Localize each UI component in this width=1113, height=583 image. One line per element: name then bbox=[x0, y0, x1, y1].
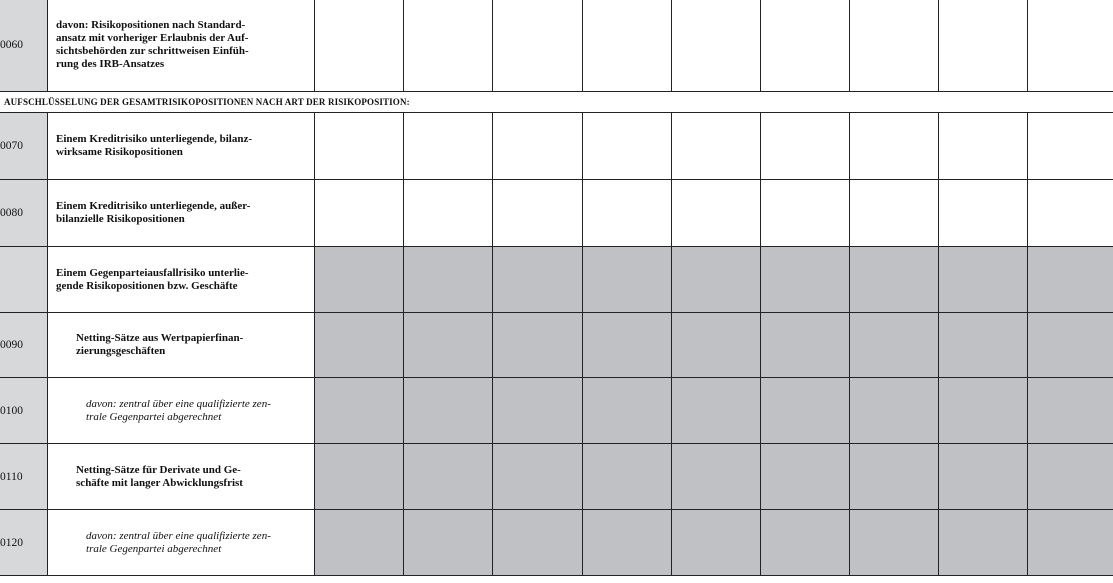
row-label bbox=[48, 510, 315, 576]
greyed-cell bbox=[404, 510, 493, 576]
greyed-cell bbox=[849, 313, 938, 378]
input-cell[interactable] bbox=[493, 113, 582, 180]
greyed-cell bbox=[760, 444, 849, 510]
label-line: gende Risikopositionen bzw. Geschäfte bbox=[56, 279, 238, 292]
section-header-row bbox=[0, 92, 1113, 113]
table-row bbox=[0, 247, 1113, 313]
input-cell[interactable] bbox=[1027, 0, 1113, 92]
greyed-cell bbox=[315, 247, 404, 313]
input-cell[interactable] bbox=[404, 0, 493, 92]
input-cell[interactable] bbox=[671, 180, 760, 247]
greyed-cell bbox=[582, 378, 671, 444]
greyed-cell bbox=[760, 313, 849, 378]
greyed-cell bbox=[671, 247, 760, 313]
greyed-cell bbox=[1027, 510, 1113, 576]
row-code: 0110 bbox=[0, 444, 48, 510]
row-code: 0120 bbox=[0, 510, 48, 576]
greyed-cell bbox=[1027, 247, 1113, 313]
label-line: davon: zentral über eine qualifizierte zen- bbox=[86, 397, 271, 410]
greyed-cell bbox=[404, 378, 493, 444]
input-cell[interactable] bbox=[760, 0, 849, 92]
input-cell[interactable] bbox=[760, 180, 849, 247]
greyed-cell bbox=[671, 444, 760, 510]
label-line: ansatz mit vorheriger Erlaubnis der Auf- bbox=[56, 32, 249, 45]
greyed-cell bbox=[493, 378, 582, 444]
label-line: trale Gegenpartei abgerechnet bbox=[86, 542, 222, 555]
label-line: zierungsgeschäften bbox=[76, 345, 166, 357]
greyed-cell bbox=[493, 313, 582, 378]
input-cell[interactable] bbox=[849, 113, 938, 180]
input-cell[interactable] bbox=[404, 113, 493, 180]
label-line: Netting-Sätze für Derivate und Ge- bbox=[76, 463, 241, 476]
greyed-cell bbox=[671, 510, 760, 576]
greyed-cell bbox=[404, 313, 493, 378]
table-row bbox=[0, 313, 1113, 378]
greyed-cell bbox=[760, 247, 849, 313]
greyed-cell bbox=[315, 444, 404, 510]
greyed-cell bbox=[849, 444, 938, 510]
row-label bbox=[48, 180, 315, 247]
input-cell[interactable] bbox=[582, 113, 671, 180]
row-label bbox=[48, 0, 315, 92]
input-cell[interactable] bbox=[1027, 180, 1113, 247]
label-line: sichtsbehörden zur schrittweisen Einfüh- bbox=[56, 45, 249, 57]
greyed-cell bbox=[760, 378, 849, 444]
label-line: Einem Kreditrisiko unterliegende, außer- bbox=[56, 200, 251, 213]
input-cell[interactable] bbox=[671, 0, 760, 92]
input-cell[interactable] bbox=[760, 113, 849, 180]
label-line: schäfte mit langer Abwicklungsfrist bbox=[76, 476, 243, 489]
input-cell[interactable] bbox=[849, 180, 938, 247]
row-label bbox=[48, 378, 315, 444]
greyed-cell bbox=[849, 378, 938, 444]
greyed-cell bbox=[938, 378, 1027, 444]
greyed-cell bbox=[938, 313, 1027, 378]
input-cell[interactable] bbox=[938, 180, 1027, 247]
label-line: bilanzielle Risikopositionen bbox=[56, 213, 185, 225]
greyed-cell bbox=[493, 444, 582, 510]
greyed-cell bbox=[404, 444, 493, 510]
table-row bbox=[0, 113, 1113, 180]
input-cell[interactable] bbox=[493, 0, 582, 92]
input-cell[interactable] bbox=[938, 113, 1027, 180]
input-cell[interactable] bbox=[582, 180, 671, 247]
table-row bbox=[0, 378, 1113, 444]
label-line: Netting-Sätze aus Wertpapierfinan- bbox=[76, 332, 244, 345]
greyed-cell bbox=[671, 313, 760, 378]
input-cell[interactable] bbox=[315, 113, 404, 180]
row-code: 0100 bbox=[0, 378, 48, 444]
row-code: 0070 bbox=[0, 113, 48, 180]
table-row bbox=[0, 510, 1113, 576]
input-cell[interactable] bbox=[671, 113, 760, 180]
label-line: Einem Kreditrisiko unterliegende, bilanz- bbox=[56, 133, 252, 146]
label-line: wirksame Risikopositionen bbox=[56, 146, 183, 158]
greyed-cell bbox=[582, 510, 671, 576]
greyed-cell bbox=[671, 378, 760, 444]
label-line: trale Gegenpartei abgerechnet bbox=[86, 410, 222, 423]
row-code: 0060 bbox=[0, 0, 48, 92]
table-row bbox=[0, 180, 1113, 247]
input-cell[interactable] bbox=[404, 180, 493, 247]
greyed-cell bbox=[938, 444, 1027, 510]
greyed-cell bbox=[315, 378, 404, 444]
label-line: davon: zentral über eine qualifizierte zen- bbox=[86, 529, 271, 542]
greyed-cell bbox=[493, 510, 582, 576]
greyed-cell bbox=[582, 247, 671, 313]
input-cell[interactable] bbox=[493, 180, 582, 247]
row-code: 0090 bbox=[0, 313, 48, 378]
input-cell[interactable] bbox=[315, 180, 404, 247]
label-line: davon: Risikopositionen nach Standard- bbox=[56, 19, 246, 32]
greyed-cell bbox=[849, 510, 938, 576]
input-cell[interactable] bbox=[315, 0, 404, 92]
row-label bbox=[48, 247, 315, 313]
greyed-cell bbox=[1027, 313, 1113, 378]
row-label bbox=[48, 113, 315, 180]
input-cell[interactable] bbox=[938, 0, 1027, 92]
section-header: AUFSCHLÜSSELUNG DER GESAMTRISIKOPOSITIONEN NACH ART DER RISIKOPOSITION: bbox=[0, 92, 1113, 113]
greyed-cell bbox=[849, 247, 938, 313]
greyed-cell bbox=[315, 510, 404, 576]
greyed-cell bbox=[582, 313, 671, 378]
table-row bbox=[0, 444, 1113, 510]
input-cell[interactable] bbox=[1027, 113, 1113, 180]
row-label bbox=[48, 444, 315, 510]
row-code: 0080 bbox=[0, 180, 48, 247]
greyed-cell bbox=[938, 247, 1027, 313]
label-line: rung des IRB-Ansatzes bbox=[56, 57, 165, 70]
greyed-cell bbox=[315, 313, 404, 378]
input-cell[interactable] bbox=[849, 0, 938, 92]
greyed-cell bbox=[760, 510, 849, 576]
greyed-cell bbox=[1027, 378, 1113, 444]
greyed-cell bbox=[1027, 444, 1113, 510]
greyed-cell bbox=[493, 247, 582, 313]
row-code bbox=[0, 247, 48, 313]
greyed-cell bbox=[938, 510, 1027, 576]
input-cell[interactable] bbox=[582, 0, 671, 92]
greyed-cell bbox=[582, 444, 671, 510]
table-row bbox=[0, 0, 1113, 92]
label-line: Einem Gegenparteiausfallrisiko unterlie- bbox=[56, 266, 249, 279]
row-label bbox=[48, 313, 315, 378]
greyed-cell bbox=[404, 247, 493, 313]
